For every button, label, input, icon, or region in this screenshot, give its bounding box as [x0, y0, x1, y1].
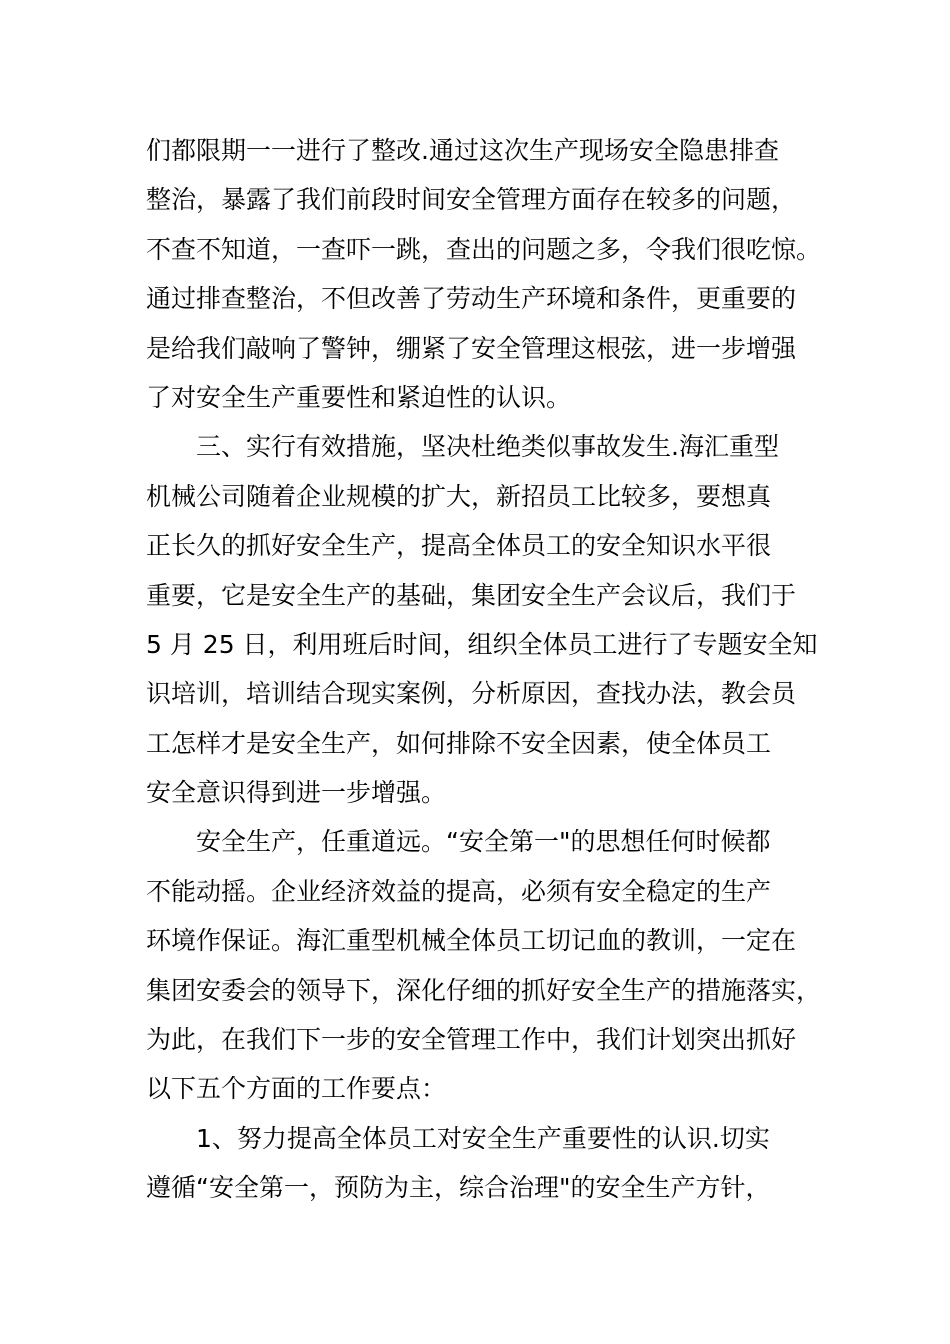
text-line: 们都限期一一进行了整改.通过这次生产现场安全隐患排查	[146, 136, 779, 165]
text-line: 了对安全生产重要性和紧迫性的认识。	[146, 382, 572, 412]
text-line: 环境作保证。海汇重型机械全体员工切记血的教训，一定在	[146, 926, 797, 956]
text-line: 正长久的抓好安全生产，提高全体员工的安全知识水平很	[146, 531, 772, 561]
text-line: 以下五个方面的工作要点：	[146, 1074, 447, 1104]
text-line: 集团安委会的领导下，深化仔细的抓好安全生产的措施落实，	[146, 975, 822, 1005]
paragraph-start-line: 安全生产，任重道远。“安全第一"的思想任何时候都	[196, 827, 771, 857]
text-line: 工怎样才是安全生产，如何排除不安全因素，使全体员工	[146, 728, 772, 758]
paragraph-start-line: 三、实行有效措施，坚决杜绝类似事故发生.海汇重型	[196, 432, 779, 462]
text-line: 不查不知道，一查吓一跳，查出的问题之多，令我们很吃惊。	[146, 234, 822, 264]
text-line: 5 月 25 日，利用班后时间，组织全体员工进行了专题安全知	[146, 629, 818, 659]
text-line: 通过排查整治，不但改善了劳动生产环境和条件，更重要的	[146, 284, 797, 314]
text-line: 机械公司随着企业规模的扩大，新招员工比较多，要想真	[146, 481, 772, 511]
text-line: 安全意识得到进一步增强。	[146, 778, 447, 808]
document-body	[146, 126, 826, 1213]
text-line: 识培训，培训结合现实案例，分析原因，查找办法，教会员	[146, 679, 797, 709]
paragraph-start-line: 1、努力提高全体员工对安全生产重要性的认识.切实	[196, 1123, 770, 1153]
text-line: 重要，它是安全生产的基础，集团安全生产会议后，我们于	[146, 580, 797, 610]
text-line: 是给我们敲响了警钟，绷紧了安全管理这根弦，进一步增强	[146, 333, 797, 363]
text-line: 不能动摇。企业经济效益的提高，必须有安全稳定的生产	[146, 876, 772, 906]
text-line: 遵循“安全第一，预防为主，综合治理"的安全生产方针，	[146, 1173, 771, 1203]
text-line: 整治，暴露了我们前段时间安全管理方面存在较多的问题，	[146, 185, 797, 215]
text-line: 为此，在我们下一步的安全管理工作中，我们计划突出抓好	[146, 1025, 797, 1055]
